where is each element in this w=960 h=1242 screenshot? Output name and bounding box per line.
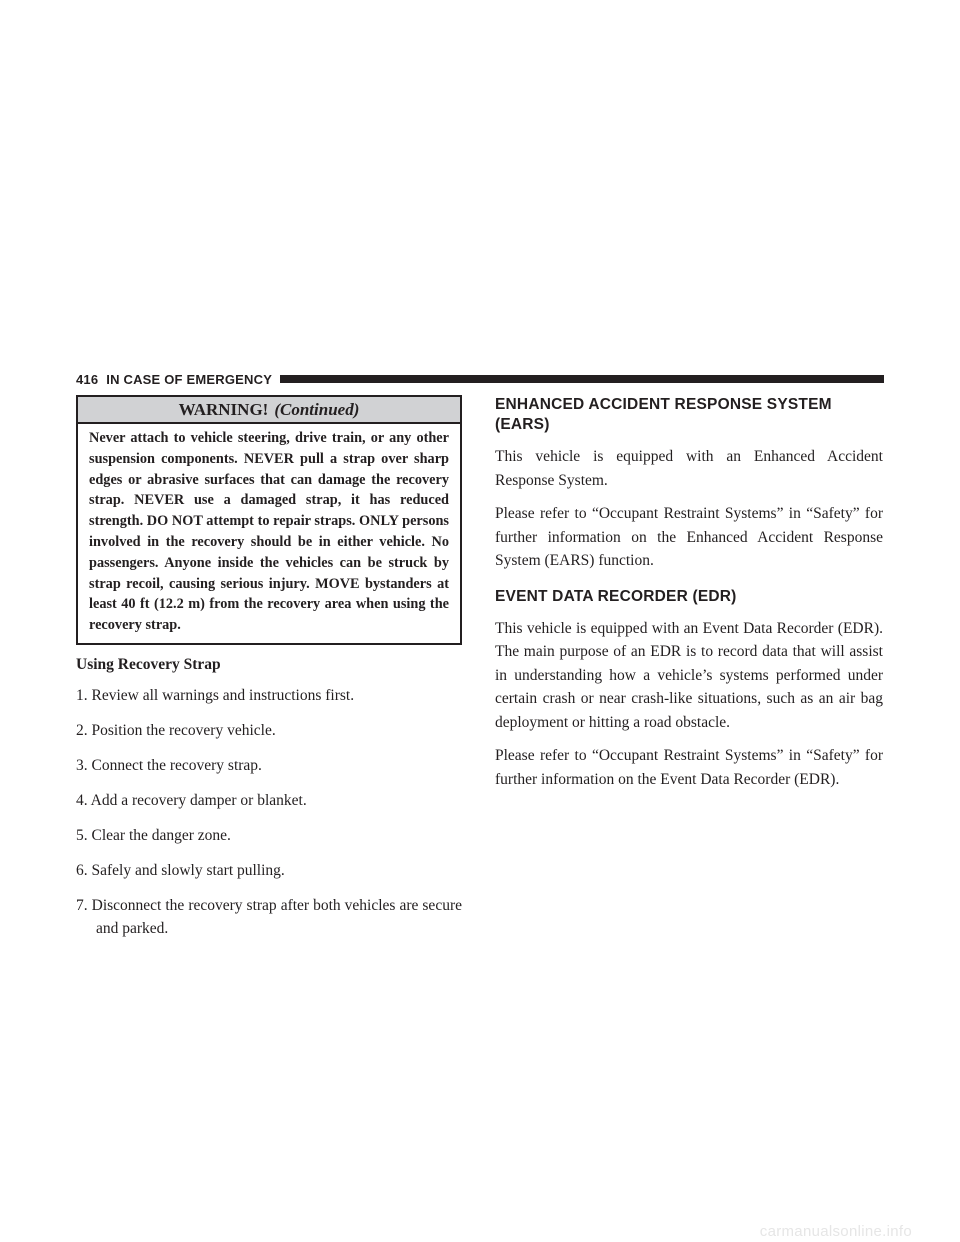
step-item: 7. Disconnect the recovery strap after both vehicles are secure and parked. xyxy=(76,896,462,937)
watermark: carmanualsonline.info xyxy=(759,1223,912,1240)
ears-paragraph-1: This vehicle is equipped with an Enhanced Accident Response System. xyxy=(495,448,883,489)
left-column xyxy=(76,395,462,952)
ears-heading: ENHANCED ACCIDENT RESPONSE SYSTEM (EARS) xyxy=(495,396,832,433)
steps-list xyxy=(76,684,462,940)
right-column xyxy=(495,395,883,791)
warning-box xyxy=(76,395,462,645)
warning-header xyxy=(78,397,460,424)
page-number: 416 xyxy=(76,371,99,387)
step-item: 1. Review all warnings and instructions first. xyxy=(76,686,355,704)
step-item: 6. Safely and slowly start pulling. xyxy=(76,861,285,879)
step-item: 3. Connect the recovery strap. xyxy=(76,756,262,774)
step-item: 2. Position the recovery vehicle. xyxy=(76,721,276,739)
using-strap-heading: Using Recovery Strap xyxy=(76,655,221,673)
edr-paragraph-2: Please refer to “Occupant Restraint Systems” in “Safety” for further information on the Event Data Recorder (EDR). xyxy=(495,747,883,788)
section-title: IN CASE OF EMERGENCY xyxy=(106,371,273,387)
edr-paragraph-1: This vehicle is equipped with an Event Data Recorder (EDR). The main purpose of an EDR is to record data that will assist in understanding how a vehicle’s systems performed under certain crash or near crash-like situations, such as an air bag deployment or hitting a road obstacle. xyxy=(495,619,883,731)
edr-heading: EVENT DATA RECORDER (EDR) xyxy=(495,587,737,605)
warning-body: Never attach to vehicle steering, drive train, or any other suspension components. NEVER pull a strap over sharp edges or abrasive surfaces that can damage the recovery strap. NEVER use a damaged strap, it has reduced strength. DO NOT attempt to repair straps. ONLY persons involved in the recovery should be in either vehicle. No passengers. Anyone inside the vehicles can be struck by strap recoil, causing serious injury. MOVE bystanders at least 40 ft (12.2 m) from the recovery area when using the recovery strap. xyxy=(89,430,449,634)
ears-paragraph-2: Please refer to “Occupant Restraint Systems” in “Safety” for further information on the Enhanced Accident Response System (EARS) function. xyxy=(495,505,883,569)
step-item: 4. Add a recovery damper or blanket. xyxy=(76,791,307,809)
header-rule xyxy=(280,375,884,383)
warning-continued: (Continued) xyxy=(274,400,360,419)
step-item: 5. Clear the danger zone. xyxy=(76,826,231,844)
warning-title: WARNING! xyxy=(178,400,269,419)
page-header xyxy=(76,372,884,386)
